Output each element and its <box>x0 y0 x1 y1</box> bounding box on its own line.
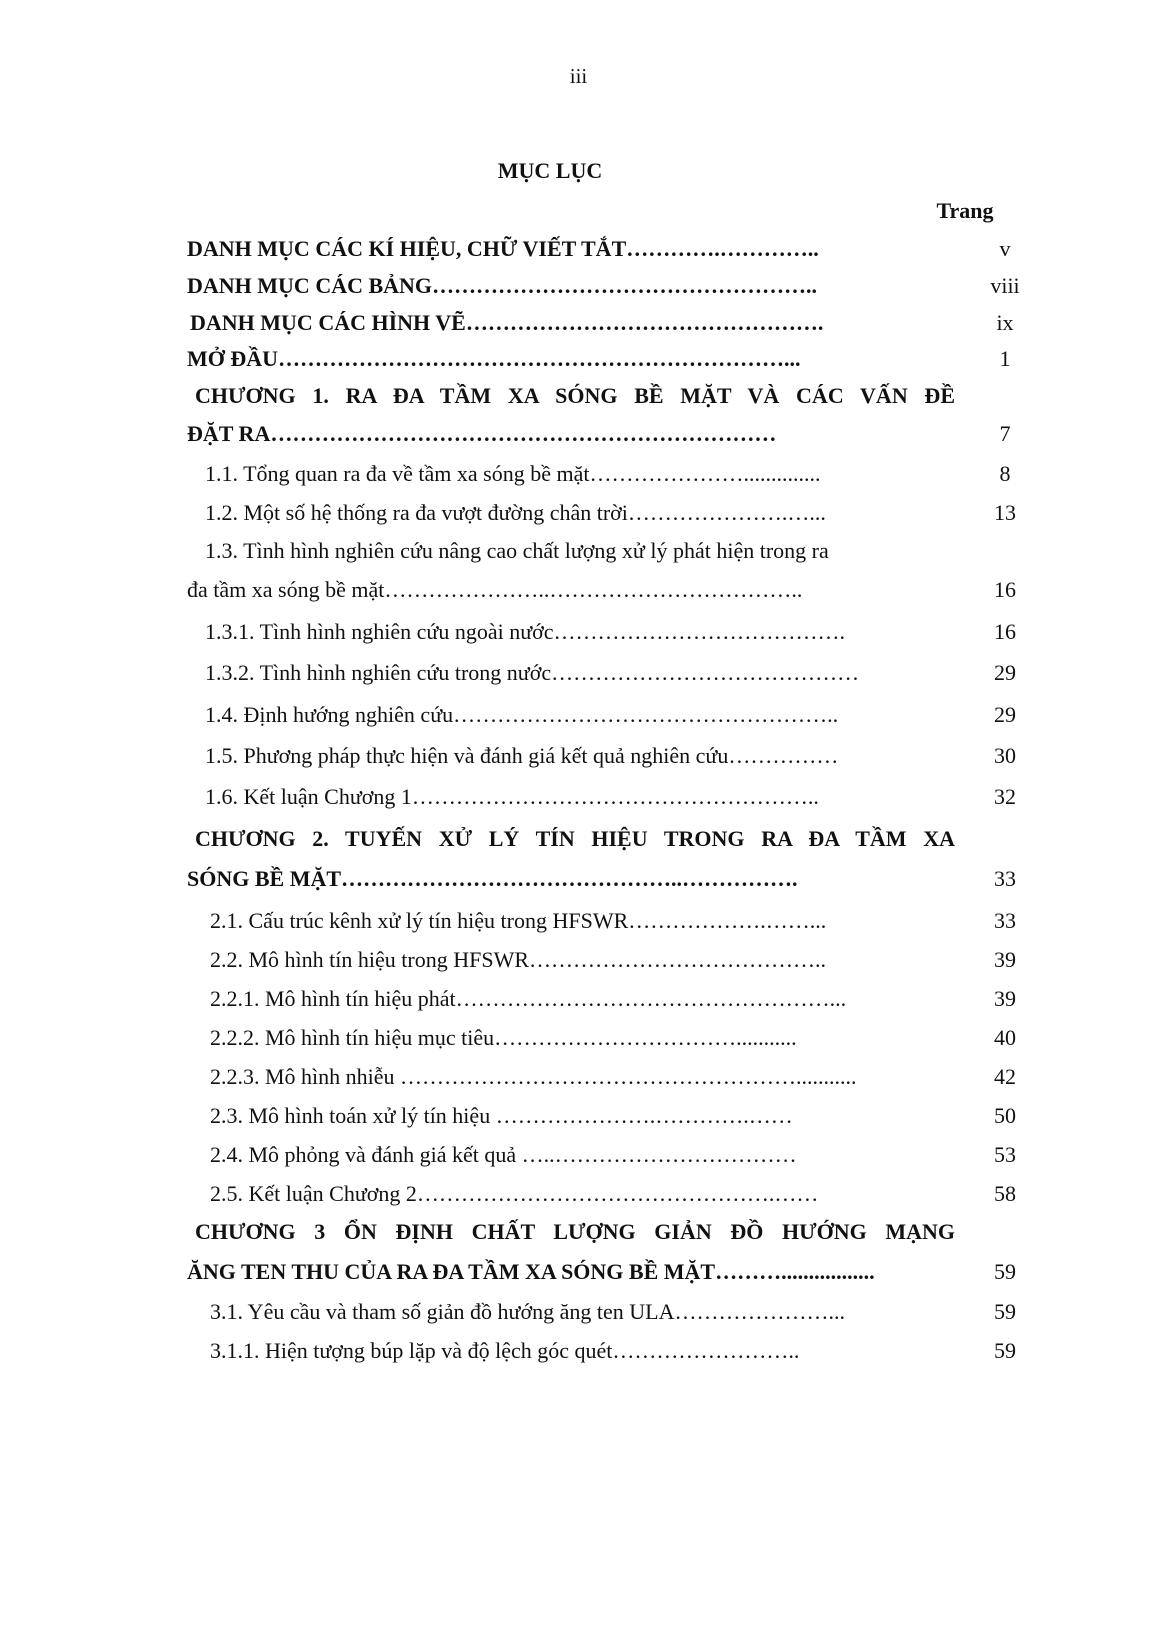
chapter-heading-line: CHƯƠNG 3 ỔN ĐỊNH CHẤT LƯỢNG GIẢN ĐỒ HƯỚNG MẠNG <box>195 1219 955 1244</box>
toc-entry-text: MỞ ĐẦU……………………………………………………………... <box>187 346 801 371</box>
toc-entry[interactable] <box>0 1299 1157 1339</box>
toc-entry-text: ĂNG TEN THU CỦA RA ĐA TẦM XA SÓNG BỀ MẶT………................. <box>187 1259 875 1284</box>
page-column-header: Trang <box>936 198 994 223</box>
toc-entry[interactable] <box>0 346 1157 386</box>
toc-entry-page: 53 <box>994 1142 1016 1167</box>
toc-entry-page: 8 <box>999 461 1011 486</box>
toc-entry[interactable] <box>0 866 1157 906</box>
toc-entry-page: 13 <box>994 500 1016 525</box>
toc-entry[interactable] <box>0 743 1157 783</box>
toc-entry-text: 1.6. Kết luận Chương 1……………………………………………….. <box>205 784 819 809</box>
toc-entry-text: DANH MỤC CÁC BẢNG…………………………………………….. <box>187 273 818 298</box>
toc-entry[interactable] <box>0 1064 1157 1104</box>
toc-entry-text: 2.1. Cấu trúc kênh xử lý tín hiệu trong HFSWR……………….……... <box>210 908 827 933</box>
toc-entry-page: 40 <box>994 1025 1016 1050</box>
toc-entry-text: 2.5. Kết luận Chương 2………………………………………….…… <box>210 1181 819 1206</box>
toc-entry-text: 2.2.2. Mô hình tín hiệu mục tiêu……………………………........... <box>210 1025 797 1050</box>
toc-entry-page: 58 <box>994 1181 1016 1206</box>
toc-entry-page: 7 <box>999 421 1011 446</box>
toc-entry-page: 29 <box>994 660 1016 685</box>
toc-entry-page: 16 <box>994 577 1016 602</box>
toc-entry-page: 33 <box>994 866 1016 891</box>
toc-entry-page: 39 <box>994 986 1016 1011</box>
toc-entry-page: viii <box>990 273 1020 298</box>
chapter-heading-line: CHƯƠNG 2. TUYẾN XỬ LÝ TÍN HIỆU TRONG RA ĐA TẦM XA <box>195 826 955 851</box>
toc-entry-text: 1.2. Một số hệ thống ra đa vượt đường chân trời………………….…... <box>205 500 826 525</box>
toc-entry-text: 2.2.3. Mô hình nhiễu ………………………………………………........... <box>210 1064 857 1089</box>
toc-entry-page: 59 <box>994 1259 1016 1284</box>
toc-entry[interactable] <box>0 236 1157 276</box>
toc-entry-text: 1.3. Tình hình nghiên cứu nâng cao chất lượng xử lý phát hiện trong ra <box>205 538 829 563</box>
toc-entry-page: 29 <box>994 702 1016 727</box>
toc-entry[interactable] <box>0 310 1157 350</box>
toc-entry-page: 42 <box>994 1064 1016 1089</box>
toc-entry-page: 16 <box>994 619 1016 644</box>
toc-entry[interactable] <box>0 1142 1157 1182</box>
toc-entry-text: SÓNG BỀ MẶT………………………………………..……………. <box>187 866 798 891</box>
toc-entry-page: 30 <box>994 743 1016 768</box>
toc-entry[interactable] <box>0 619 1157 659</box>
toc-entry-text: 3.1. Yêu cầu và tham số giản đồ hướng ăng ten ULA…………………... <box>210 1299 845 1324</box>
toc-entry-text: 2.3. Mô hình toán xử lý tín hiệu ………………….………….…… <box>210 1103 793 1128</box>
toc-entry-page: 50 <box>994 1103 1016 1128</box>
toc-entry-page: 59 <box>994 1338 1016 1363</box>
toc-entry-text: 1.3.1. Tình hình nghiên cứu ngoài nước…………………………………. <box>205 619 846 644</box>
toc-entry-text: 2.4. Mô phỏng và đánh giá kết quả …..…………………………… <box>210 1142 797 1167</box>
toc-entry[interactable] <box>0 461 1157 501</box>
chapter-heading-line: CHƯƠNG 1. RA ĐA TẦM XA SÓNG BỀ MẶT VÀ CÁC VẤN ĐỀ <box>195 383 955 408</box>
toc-entry-page: v <box>999 236 1011 261</box>
toc-entry[interactable] <box>0 1338 1157 1378</box>
toc-entry[interactable] <box>0 421 1157 461</box>
toc-entry-text: 1.3.2. Tình hình nghiên cứu trong nước…………………………………… <box>205 660 860 685</box>
toc-entry[interactable] <box>0 784 1157 824</box>
toc-entry[interactable] <box>0 702 1157 742</box>
toc-entry[interactable] <box>0 577 1157 617</box>
toc-entry-text: DANH MỤC CÁC KÍ HIỆU, CHỮ VIẾT TẮT………….………….. <box>187 236 819 261</box>
toc-entry-text: đa tầm xa sóng bề mặt…………………..…………………………….. <box>187 577 803 602</box>
toc-entry[interactable] <box>0 1259 1157 1299</box>
toc-entry[interactable] <box>0 947 1157 987</box>
toc-entry[interactable] <box>0 538 1157 578</box>
toc-entry-text: 1.1. Tổng quan ra đa về tầm xa sóng bề mặt………………….............. <box>205 461 821 486</box>
toc-entry-text: ĐẶT RA…………………………………………………………… <box>187 421 777 446</box>
toc-entry[interactable] <box>0 908 1157 948</box>
toc-entry[interactable] <box>0 500 1157 540</box>
page-number: iii <box>569 64 588 88</box>
toc-entry-text: DANH MỤC CÁC HÌNH VẼ…………………………………………. <box>190 310 824 335</box>
toc-entry[interactable] <box>0 1181 1157 1221</box>
toc-entry-page: 33 <box>994 908 1016 933</box>
toc-entry[interactable] <box>0 986 1157 1026</box>
toc-entry[interactable] <box>0 660 1157 700</box>
toc-entry-page: 59 <box>994 1299 1016 1324</box>
toc-entry-text: 3.1.1. Hiện tượng búp lặp và độ lệch góc quét…………………….. <box>210 1338 800 1363</box>
toc-entry-text: 2.2. Mô hình tín hiệu trong HFSWR………………………………….. <box>210 947 827 972</box>
toc-entry-text: 1.4. Định hướng nghiên cứu…………………………………………….. <box>205 702 839 727</box>
toc-entry[interactable] <box>0 1103 1157 1143</box>
toc-entry[interactable] <box>0 1025 1157 1065</box>
toc-entry-page: 32 <box>994 784 1016 809</box>
toc-entry-page: ix <box>996 310 1014 335</box>
toc-entry-text: 1.5. Phương pháp thực hiện và đánh giá kết quả nghiên cứu…………… <box>205 743 839 768</box>
toc-entry[interactable] <box>0 273 1157 313</box>
page-title: MỤC LỤC <box>497 158 603 183</box>
toc-entry-page: 1 <box>999 346 1011 371</box>
toc-entry-text: 2.2.1. Mô hình tín hiệu phát……………………………………………... <box>210 986 847 1011</box>
toc-entry-page: 39 <box>994 947 1016 972</box>
